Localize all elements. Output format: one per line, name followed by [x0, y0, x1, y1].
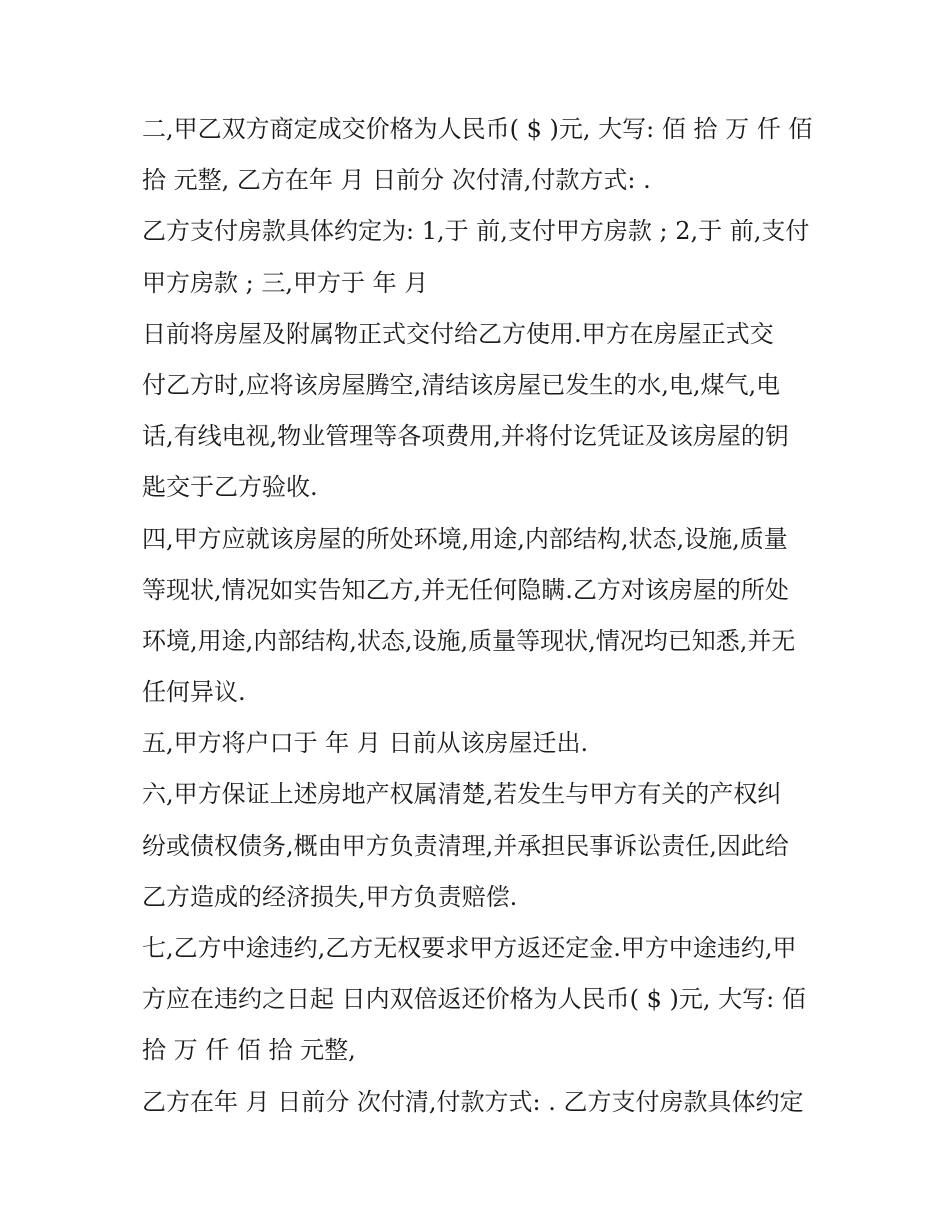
text-line: 六,甲方保证上述房地产权属清楚,若发生与甲方有关的产权纠 — [142, 780, 782, 809]
text-line: 乙方造成的经济损失,甲方负责赔偿. — [142, 882, 518, 911]
text-line: 任何异议. — [142, 678, 246, 707]
text-line: 付乙方时,应将该房屋腾空,清结该房屋已发生的水,电,煤气,电 — [142, 370, 781, 399]
text-line: 匙交于乙方验收. — [142, 473, 318, 502]
text-line: 拾 元整, 乙方在年 月 日前分 次付清,付款方式: . — [142, 166, 651, 195]
text-line: 等现状,情况如实告知乙方,并无任何隐瞒.乙方对该房屋的所处 — [142, 575, 789, 604]
text-line: 方应在违约之日起 日内双倍返还价格为人民币( $ )元, 大写: 佰 — [142, 985, 806, 1014]
text-line: 乙方在年 月 日前分 次付清,付款方式: . 乙方支付房款具体约定 — [142, 1087, 804, 1116]
text-line: 甲方房款 ; 三,甲方于 年 月 — [142, 268, 429, 297]
document-body — [142, 104, 822, 1128]
text-line: 话,有线电视,物业管理等各项费用,并将付讫凭证及该房屋的钥 — [142, 422, 789, 451]
text-line: 五,甲方将户口于 年 月 日前从该房屋迁出. — [142, 729, 589, 758]
text-line: 纷或债权债务,概由甲方负责清理,并承担民事诉讼责任,因此给 — [142, 831, 789, 860]
text-line: 日前将房屋及附属物正式交付给乙方使用.甲方在房屋正式交 — [142, 319, 774, 348]
text-line: 七,乙方中途违约,乙方无权要求甲方返还定金.甲方中途违约,甲 — [142, 934, 797, 962]
text-line: 环境,用途,内部结构,状态,设施,质量等现状,情况均已知悉,并无 — [142, 626, 796, 655]
text-line: 乙方支付房款具体约定为: 1,于 前,支付甲方房款 ; 2,于 前,支付 — [142, 217, 810, 246]
text-line: 四,甲方应就该房屋的所处环境,用途,内部结构,状态,设施,质量 — [142, 524, 788, 553]
text-line: 拾 万 仟 佰 拾 元整, — [142, 1036, 356, 1065]
text-line: 二,甲乙双方商定成交价格为人民币( $ )元, 大写: 佰 拾 万 仟 佰 — [142, 115, 813, 143]
